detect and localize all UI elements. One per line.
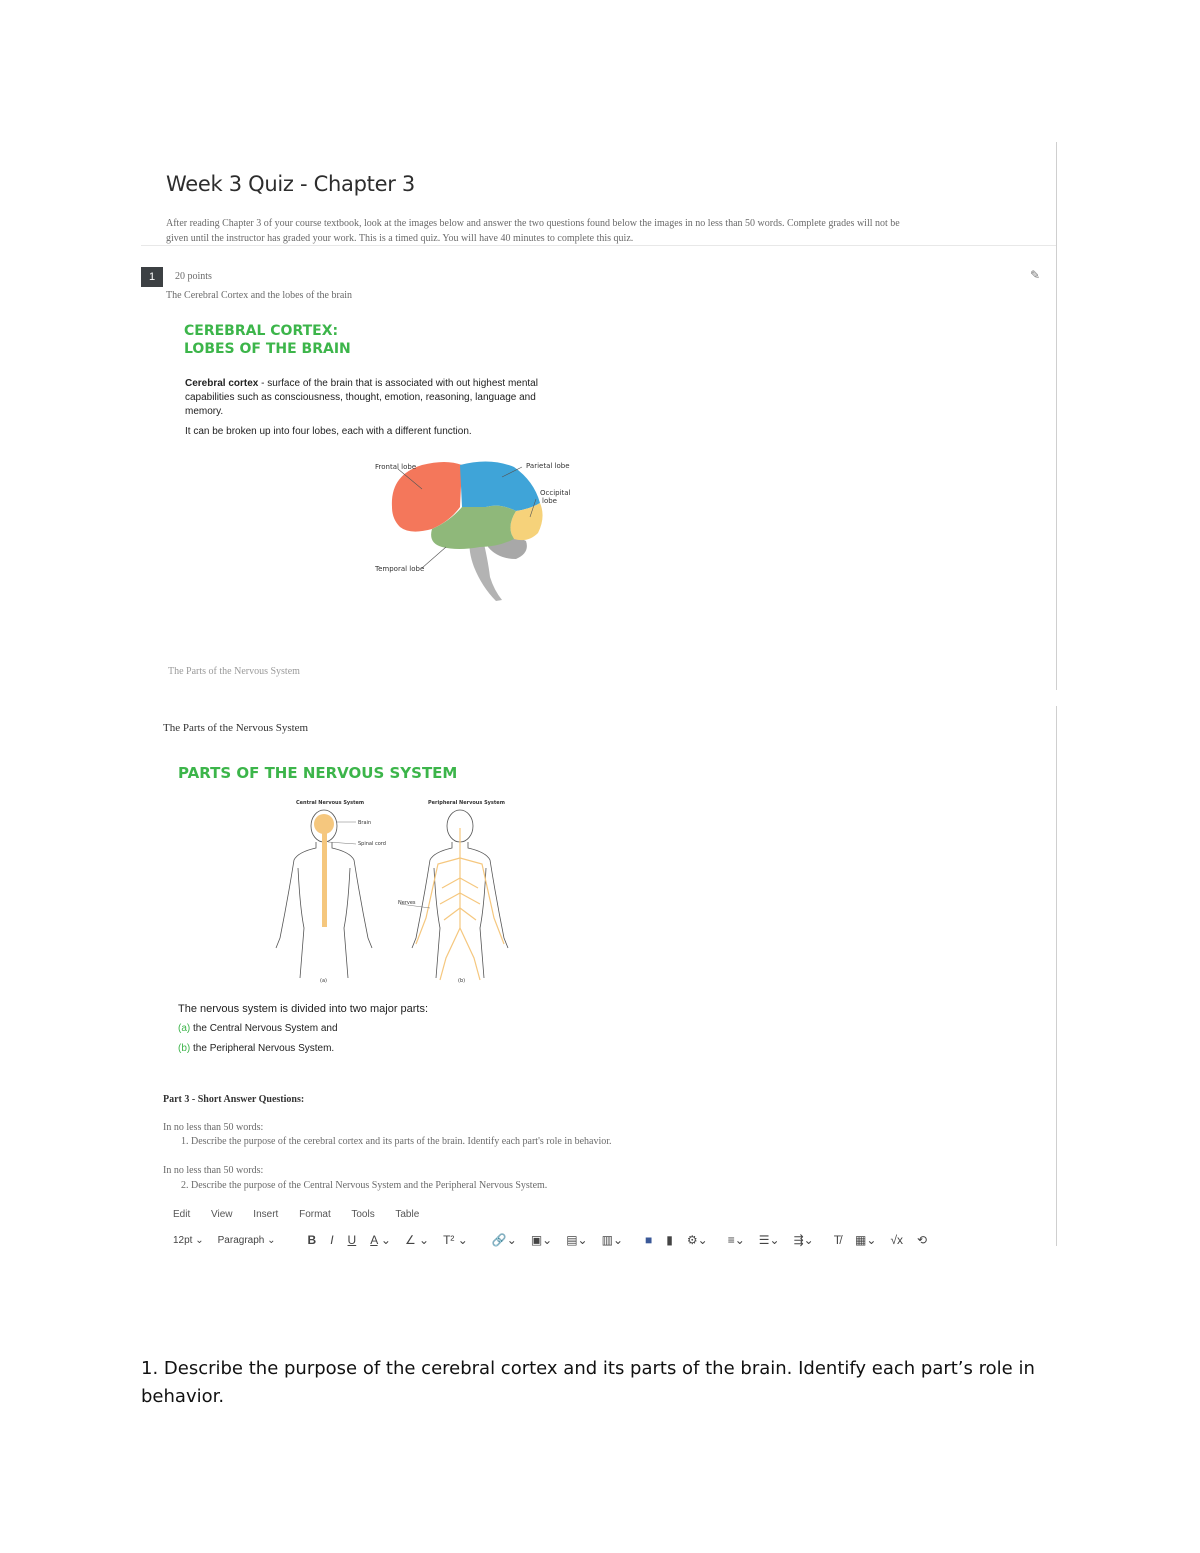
label-a: (a) <box>320 978 327 984</box>
nervous-item-a <box>178 1023 338 1034</box>
label-occipital-lobe-1: Occipital <box>540 489 571 497</box>
label-temporal-lobe: Temporal lobe <box>375 565 425 573</box>
nervous-item-a-marker: (a) <box>178 1023 191 1034</box>
nervous-caption-faint: The Parts of the Nervous System <box>168 666 300 677</box>
label-b: (b) <box>458 978 466 984</box>
label-frontal-lobe: Frontal lobe <box>375 463 417 471</box>
list-icon[interactable]: ☰⌄ <box>758 1233 780 1247</box>
menu-insert[interactable]: Insert <box>253 1209 279 1220</box>
nervous-item-b <box>178 1043 334 1054</box>
menu-table[interactable]: Table <box>395 1209 420 1220</box>
cns-figure-title: Central Nervous System <box>296 800 365 806</box>
nervous-heading: PARTS OF THE NERVOUS SYSTEM <box>178 764 458 782</box>
embed-icon[interactable]: ⚙⌄ <box>686 1233 708 1247</box>
menu-tools[interactable]: Tools <box>351 1209 375 1220</box>
question-number-badge: 1 <box>141 267 163 287</box>
editor-menubar <box>173 1209 437 1220</box>
nervous-intro-text: The nervous system is divided into two major parts: <box>178 1003 429 1015</box>
frame-divider-top <box>1056 142 1057 690</box>
document-icon[interactable]: ▥⌄ <box>601 1233 624 1247</box>
part3-q1-prefix: In no less than 50 words: <box>163 1122 264 1133</box>
menu-format[interactable]: Format <box>299 1209 331 1220</box>
label-parietal-lobe: Parietal lobe <box>526 462 570 470</box>
direction-icon[interactable]: T̸ <box>833 1233 842 1247</box>
question-caption: The Cerebral Cortex and the lobes of the brain <box>166 290 353 301</box>
cortex-def-line-3: memory. <box>185 406 224 417</box>
cortex-def-term: Cerebral cortex <box>185 378 259 389</box>
nervous-item-b-marker: (b) <box>178 1043 191 1054</box>
frame-divider-bottom <box>1056 706 1057 1246</box>
bold-icon[interactable]: B <box>307 1233 317 1247</box>
cns-spinal-cord <box>322 832 327 927</box>
nervous-item-b-text: the Peripheral Nervous System. <box>190 1043 335 1054</box>
pns-nerves <box>416 828 504 980</box>
media-icon[interactable]: ▤⌄ <box>566 1233 588 1247</box>
highlight-glyph: ∠ <box>404 1233 416 1247</box>
text-color-icon[interactable]: A ⌄ <box>370 1233 391 1247</box>
font-size-select[interactable]: 12pt ⌄ <box>173 1234 204 1246</box>
superscript-icon[interactable]: T² ⌄ <box>443 1233 468 1247</box>
instructions-line-2: given until the instructor has graded your work. This is a timed quiz. You will have 40 minutes to complete this quiz. <box>166 233 634 244</box>
label-nerves: Nerves <box>398 900 416 906</box>
cortex-definition <box>185 377 605 419</box>
brain-illustration <box>370 455 590 605</box>
link-icon[interactable]: 🔗⌄ <box>491 1233 517 1247</box>
image-icon[interactable]: ▣⌄ <box>530 1233 553 1247</box>
underline-icon[interactable]: U <box>347 1233 357 1247</box>
pns-figure-title: Peripheral Nervous System <box>428 800 505 806</box>
page-title: Week 3 Quiz - Chapter 3 <box>166 172 415 196</box>
label-occipital-lobe-2: lobe <box>542 497 557 505</box>
instructions-divider <box>141 245 1056 246</box>
text-color-glyph: A <box>370 1233 378 1247</box>
instructions-line-1: After reading Chapter 3 of your course textbook, look at the images below and answer the two questions found below the images in no less than 50 words. Complete grades will not be <box>166 218 900 229</box>
cortex-heading-line-2: LOBES OF THE BRAIN <box>184 341 351 357</box>
nervous-item-a-text: the Central Nervous System and <box>190 1023 338 1034</box>
part3-q2-prefix: In no less than 50 words: <box>163 1165 264 1176</box>
highlight-icon[interactable]: ∠ ⌄ <box>404 1233 430 1247</box>
clear-icon[interactable]: ▮ <box>666 1233 673 1247</box>
table-icon[interactable]: ▦⌄ <box>855 1233 877 1247</box>
menu-view[interactable]: View <box>211 1209 233 1220</box>
cortex-def-line-2: capabilities such as consciousness, thought, emotion, reasoning, language and <box>185 392 536 403</box>
pin-icon[interactable]: ✎ <box>1030 268 1041 282</box>
editor-toolbar <box>173 1233 1013 1247</box>
nervous-system-illustration <box>270 808 520 988</box>
italic-icon[interactable]: I <box>330 1233 334 1247</box>
cortex-heading-line-1: CEREBRAL CORTEX: <box>184 323 339 339</box>
part3-q2-text: 2. Describe the purpose of the Central Nervous System and the Peripheral Nervous System. <box>181 1180 548 1191</box>
question-points: 20 points <box>175 271 212 282</box>
cns-brain <box>314 814 334 834</box>
font-size-value: 12pt <box>173 1234 193 1246</box>
answer-text <box>141 1355 1041 1411</box>
label-brain: Brain <box>358 820 372 826</box>
more-icon[interactable]: ⟲ <box>917 1233 928 1247</box>
superscript-glyph: T² <box>443 1233 455 1247</box>
cortex-def-text: - surface of the brain that is associated with out highest mental <box>258 378 538 389</box>
menu-edit[interactable]: Edit <box>173 1209 191 1220</box>
apps-icon[interactable]: ■ <box>645 1233 653 1247</box>
label-spinal-cord: Spinal cord <box>358 841 386 847</box>
equation-icon[interactable]: √x <box>890 1233 904 1247</box>
nervous-caption: The Parts of the Nervous System <box>163 722 309 734</box>
indent-icon[interactable]: ⇶⌄ <box>793 1233 814 1247</box>
answer-line-1: 1. Describe the purpose of the cerebral cortex and its parts of the brain. Identify each part’s role in <box>141 1358 1035 1379</box>
block-format-select[interactable]: Paragraph ⌄ <box>217 1234 276 1246</box>
part3-heading: Part 3 - Short Answer Questions: <box>163 1094 305 1105</box>
block-format-value: Paragraph <box>217 1234 265 1246</box>
answer-line-2: behavior. <box>141 1386 225 1407</box>
align-icon[interactable]: ≡⌄ <box>727 1233 745 1247</box>
cortex-lobes-text: It can be broken up into four lobes, each with a different function. <box>185 426 472 437</box>
part3-q1-text: 1. Describe the purpose of the cerebral cortex and its parts of the brain. Identify each part's role in behavior. <box>181 1136 612 1147</box>
